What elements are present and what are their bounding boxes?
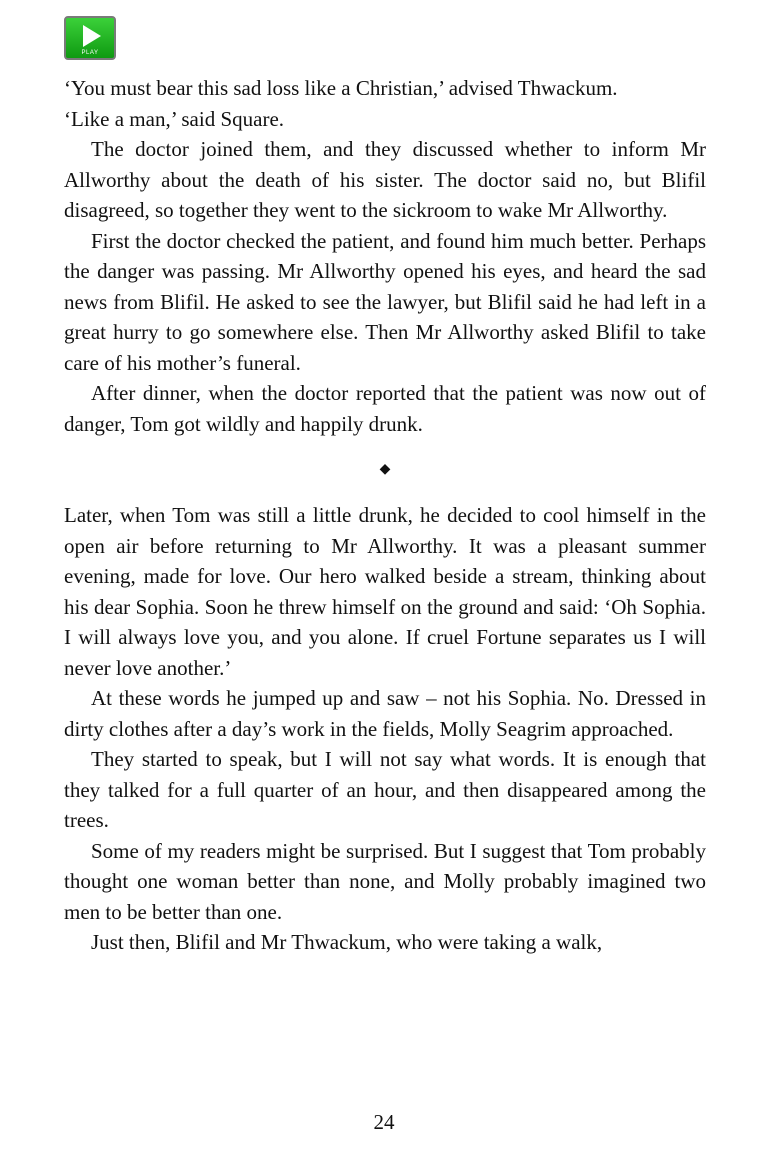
paragraph: First the doctor checked the patient, and found him much better. Perhaps the danger was passing. Mr Allworthy opened his eyes, and heard the sad news from Blifil. He asked to see the lawyer, but Blifil said he had left in a great hurry to go somewhere else. Then Mr Allworthy asked Blifil to take care of his mother’s funeral. xyxy=(64,228,706,375)
paragraph: The doctor joined them, and they discussed whether to inform Mr Allworthy about the death of his sister. The doctor said no, but Blifil disagreed, so together they went to the sickroom to wake Mr Allworthy. xyxy=(64,137,706,222)
section-separator: ◆ xyxy=(379,462,391,477)
paragraph: Some of my readers might be surprised. But I suggest that Tom probably thought one woman better than none, and Molly probably imagined two men to be better than one. xyxy=(64,838,706,924)
paragraph: After dinner, when the doctor reported that the patient was now out of danger, Tom got wildly and happily drunk. xyxy=(64,381,706,436)
paragraph: ‘You must bear this sad loss like a Christian,’ advised Thwackum. xyxy=(64,76,618,100)
page-number: 24 xyxy=(373,1110,395,1134)
paragraph: Later, when Tom was still a little drunk, he decided to cool himself in the open air before returning to Mr Allworthy. It was a pleasant summer evening, made for love. Our hero walked beside a stream, thinking about his dear Sophia. Soon he threw himself on the ground and said: ‘Oh Sophia. I will always love you, and you alone. If cruel Fortune separates us I will never love another.’ xyxy=(64,503,706,680)
play-label: PLAY xyxy=(81,50,99,56)
paragraph: They started to speak, but I will not say what words. It is enough that they talked for a full quarter of an hour, and then disappeared among the trees. xyxy=(64,747,706,832)
paragraph: ‘Like a man,’ said Square. xyxy=(64,106,285,131)
paragraph: Just then, Blifil and Mr Thwackum, who were taking a walk, xyxy=(91,930,603,954)
paragraph: At these words he jumped up and saw – not his Sophia. No. Dressed in dirty clothes after a day’s work in the fields, Molly Seagrim approached. xyxy=(64,686,706,741)
play-audio-button[interactable] xyxy=(64,16,116,60)
page-body xyxy=(64,73,706,958)
